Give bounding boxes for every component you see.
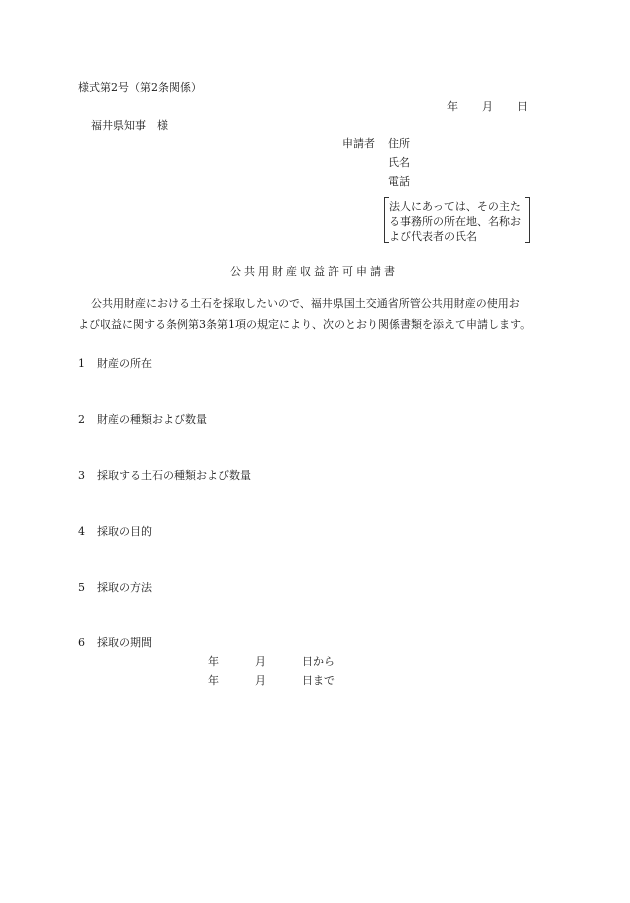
item-5-label: 採取の方法 [97,581,152,594]
item-1-label: 財産の所在 [97,357,152,370]
item-2-label: 財産の種類および数量 [97,413,207,426]
phone-label: 電話 [388,175,410,188]
period-to-month: 月 [255,674,266,687]
period-from-month: 月 [255,655,266,668]
date-day: 日 [517,100,528,113]
item-1-number: 1 [78,357,85,370]
item-2-number: 2 [78,413,85,426]
name-label: 氏名 [388,156,410,169]
item-5-number: 5 [78,581,85,594]
date-month: 月 [482,100,493,113]
period-to-year: 年 [208,674,219,687]
period-from-year: 年 [208,655,219,668]
corporate-note-box [384,197,530,243]
document-title: 公共用財産収益許可申請書 [230,265,398,278]
intro-line-2: よび収益に関する条例第3条第1項の規定により、次のとおり関係書類を添えて申請します。 [78,318,532,331]
item-4-number: 4 [78,525,85,538]
date-year: 年 [447,100,458,113]
item-3-number: 3 [78,469,85,482]
form-number: 様式第2号（第2条関係） [78,81,202,94]
addressee: 福井県知事 様 [91,119,168,132]
item-4-label: 採取の目的 [97,525,152,538]
period-to-day: 日まで [302,674,335,687]
address-label: 住所 [388,137,410,150]
period-from-day: 日から [302,655,335,668]
item-6-number: 6 [78,636,85,649]
item-6-label: 採取の期間 [97,636,152,649]
item-3-label: 採取する土石の種類および数量 [97,469,251,482]
right-bracket [525,197,530,243]
corporate-note: 法人にあっては、その主たる事務所の所在地、名称および代表者の氏名 [389,200,521,243]
applicant-label: 申請者 [342,137,375,150]
intro-line-1: 公共用財産における土石を採取したいので、福井県国土交通省所管公共用財産の使用お [91,297,520,310]
